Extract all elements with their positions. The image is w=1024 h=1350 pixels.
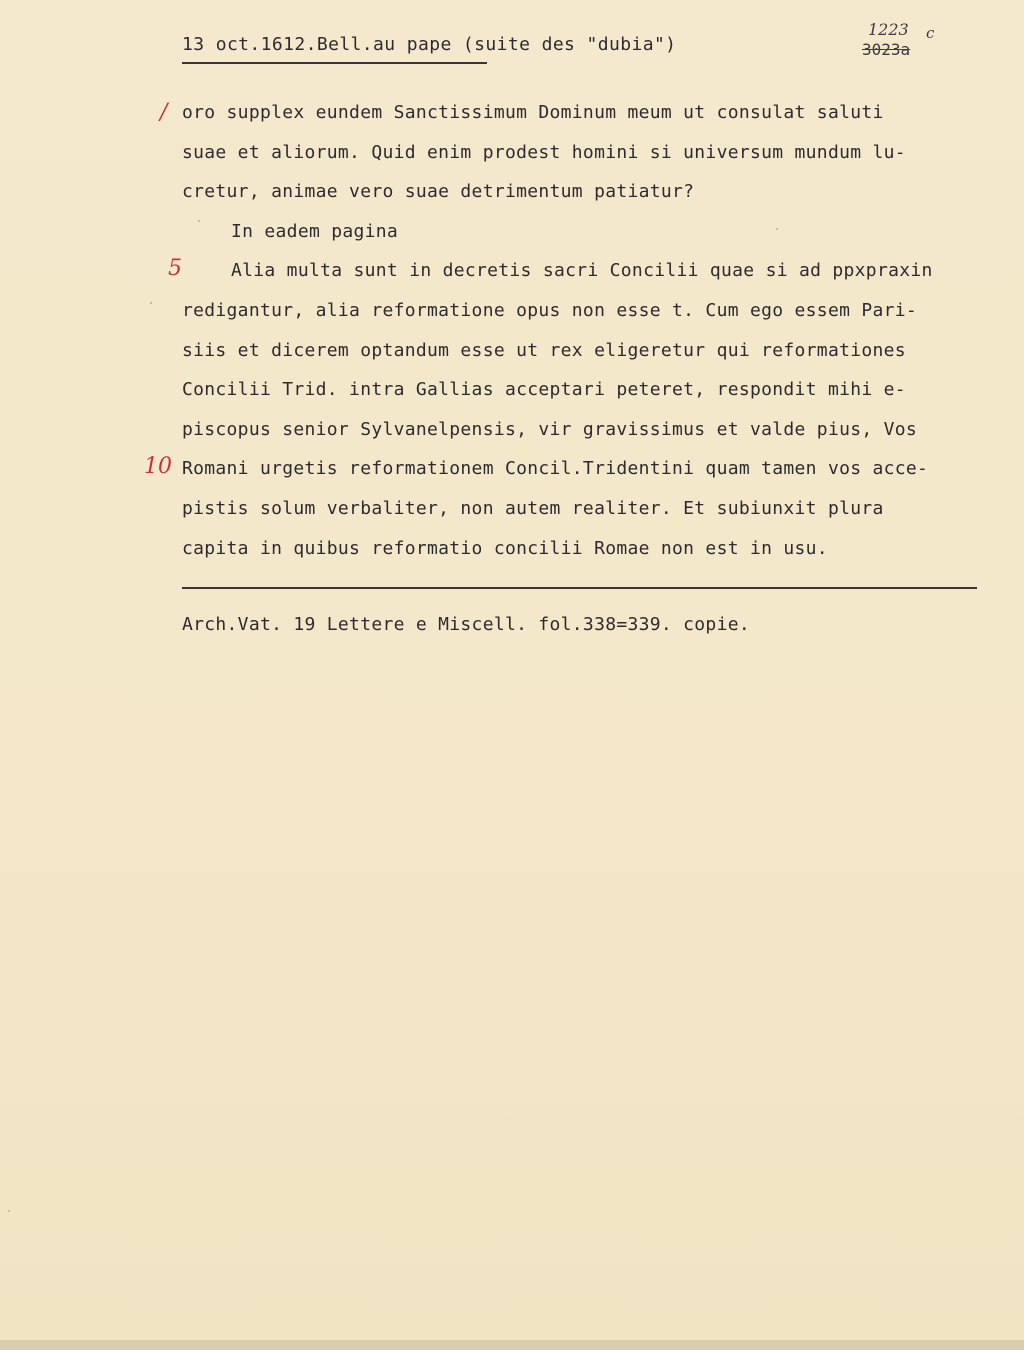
body-line: suae et aliorum. Quid enim prodest homini si universum mundum lu- (182, 141, 906, 163)
body-line: pistis solum verbaliter, non autem realiter. Et subiunxit plura (182, 497, 884, 519)
letter-body (182, 96, 1002, 571)
margin-marker-slash: / (160, 100, 168, 125)
body-line: Romani urgetis reformationem Concil.Tridentini quam tamen vos acce- (182, 458, 929, 480)
body-line: Alia multa sunt in decretis sacri Concilii quae si ad ppxpraxin (231, 260, 933, 282)
section-divider (182, 587, 977, 589)
margin-marker-10: 10 (144, 454, 172, 479)
header-underline (182, 62, 487, 64)
body-line: siis et dicerem optandum esse ut rex eligeretur qui reformationes (182, 339, 906, 361)
document-header: 13 oct.1612.Bell.au pape (suite des "dubia") (182, 34, 677, 55)
folio-number-new: 1223 (868, 20, 909, 39)
body-line: piscopus senior Sylvanelpensis, vir gravissimus et valde pius, Vos (182, 418, 918, 440)
page-edge (0, 1340, 1024, 1350)
body-line: redigantur, alia reformatione opus non esse t. Cum ego essem Pari- (182, 299, 918, 321)
folio-suffix: c (926, 24, 935, 42)
body-line: oro supplex eundem Sanctissimum Dominum meum ut consulat saluti (182, 102, 884, 123)
section-heading: In eadem pagina (231, 220, 399, 242)
body-line: capita in quibus reformatio concilii Romae non est in usu. (182, 537, 828, 559)
paper-speck (8, 1210, 10, 1212)
folio-number-old: 3023a (862, 40, 911, 59)
body-line: Concilii Trid. intra Gallias acceptari peteret, respondit mihi e- (182, 379, 906, 401)
archive-reference: Arch.Vat. 19 Lettere e Miscell. fol.338=339. copie. (182, 614, 750, 635)
paper-speck (776, 228, 778, 230)
body-line: cretur, animae vero suae detrimentum patiatur? (182, 181, 695, 203)
folio-number (846, 14, 946, 64)
paper-speck (150, 302, 152, 304)
paper-speck (198, 220, 200, 222)
margin-marker-5: 5 (168, 256, 182, 281)
